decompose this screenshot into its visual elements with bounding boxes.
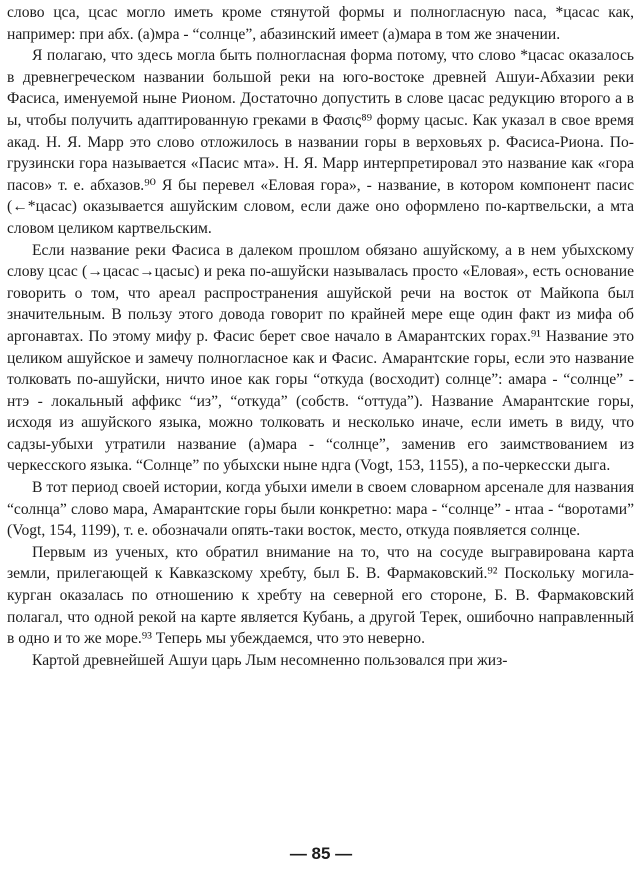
paragraph-5: Первым из ученых, кто обратил внимание на то, что на сосуде выгравирована карта земли, прилегающей к Кавказскому хребту, был Б. В. Фармаковский.⁹² Поскольку могила-курган оказалась по отношению к хребту на северной его стороне, Б. В. Фармаковский полагал, что одной рекой на карте является Кубань, а другой Терек, ошибочно направленный в одно и то же море.⁹³ Теперь мы убеждаемся, что это неверно.	[7, 543, 634, 648]
page-number: — 85 —	[289, 844, 353, 863]
body-text	[7, 2, 634, 671]
paragraph-4: В тот период своей истории, когда убыхи имели в своем словарном арсенале для названия “солнца” слово мара, Амарантские горы были конкретно: мара - “солнце” - нтаа - “воротами” (Vogt, 154, 1199), т. е. обозначали опять-таки восток, место, откуда появляется солнце.	[7, 479, 634, 540]
paragraph-2: Я полагаю, что здесь могла быть полногласная форма потому, что слово *цасас оказалось в древнегреческом названии большой реки на юго-востоке древней Ашуи-Абхазии реки Фасиса, именуемой ныне Рионом. Достаточно допустить в слове цасас редукцию второго а в ы, чтобы получить адаптированную греками в Φασις⁸⁹ форму цасыс. Как указал в свое время акад. Н. Я. Марр это слово отложилось в названии горы в верховьях р. Фасиса-Риона. По-грузински гора называется «Пасис мта». Н. Я. Марр интерпретировал это название как «гора пасов» т. е. абхазов.⁹⁰ Я бы перевел «Еловая гора», - название, в котором компонент пасис (←*цасас) оказывается ашуйским словом, если даже оно оформлено по-картвельски, а мта словом целиком картвельским.	[7, 47, 634, 237]
paragraph-1: слово цса, цсас могло иметь кроме стянутой формы и полногласную nаса, *цасас как, например: при абх. (а)мра - “солнце”, абазинский имеет (а)мара в том же значении.	[7, 4, 634, 43]
paragraph-6: Картой древнейшей Ашуи царь Лым несомненно пользовался при жиз-	[32, 651, 508, 669]
paragraph-3: Если название реки Фасиса в далеком прошлом обязано ашуйскому, а в нем убыхскому слову цсас (→цасас→цасыс) и река по-ашуйски называлась просто «Еловая», есть основание говорить о том, что ареал распространения ашуйской речи на восток от Майкопа был значительным. В пользу этого довода говорит по крайней мере еще один факт из мифа об аргонавтах. По этому мифу р. Фасис берет свое начало в Амарантских горах.⁹¹ Название это целиком ашуйское и замечу полногласное как и Фасис. Амарантские горы, если это название толковать по-ашуйски, ничто иное как горы “откуда (восходит) солнце”: амара - “солнце” - нтэ - локальный аффикс “из”, “откуда” (собств. “оттуда”). Название Амарантские горы, исходя из ашуйского языка, можно толковать и несколько иначе, если иметь в виду, что садзы-убыхи утратили название (а)мара - “солнце”, заменив его заимствованием из черкесского языка. “Солнце” по убыхски ныне ндга (Vogt, 153, 1155), а по-черкесски дыга.	[7, 241, 634, 475]
